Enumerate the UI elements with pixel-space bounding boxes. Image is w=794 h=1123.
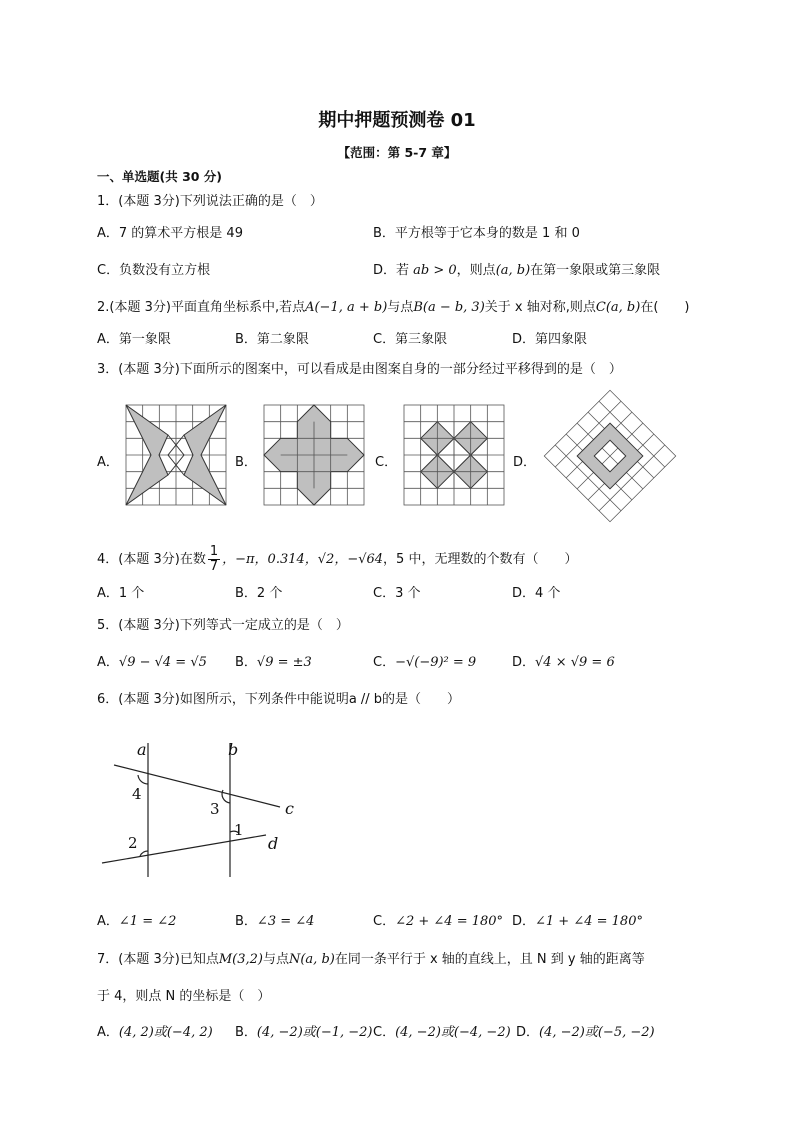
q6-b-label: B． [235, 914, 257, 929]
q2-text-3: 关于 x 轴对称,则点 [484, 300, 596, 315]
q7-option-a[interactable] [97, 1021, 213, 1040]
q5-a-label: A． [97, 655, 119, 670]
q4-text-1: 4．(本题 3分)在数 [97, 552, 206, 567]
q2-stem [97, 296, 689, 315]
q6-parallel-lines-figure [100, 735, 310, 885]
q4-fraction [208, 545, 220, 574]
pattern-b-figure[interactable] [264, 405, 364, 505]
q6-stem: 6．(本题 3分)如图所示，下列条件中能说明a // b的是（ ） [97, 692, 461, 707]
q1-d-math1: ab > 0 [413, 263, 457, 278]
q7-c-label: C． [373, 1025, 396, 1040]
q7-text-3: 在同一条平行于 x 轴的直线上，且 N 到 y 轴的距离等 [334, 952, 645, 967]
q5-b-label: B． [235, 655, 257, 670]
q6-label-b: b [228, 740, 239, 759]
q5-d-expr: √4 × √9 = 6 [535, 655, 615, 670]
q7-d-label: D． [516, 1025, 540, 1040]
q2-option-d[interactable]: D．第四象限 [512, 332, 588, 347]
q4-option-d[interactable]: D．4 个 [512, 586, 561, 601]
q3-stem: 3．(本题 3分)下面所示的图案中，可以看成是由图案自身的一部分经过平移得到的是（ ） [97, 362, 622, 377]
q4-sqrt2: √2 [317, 552, 335, 567]
q6-c-expr: ∠2 + ∠4 = 180° [395, 914, 504, 929]
q2-text-2: 与点 [387, 300, 414, 315]
q7-b-expr: (4, −2)或(−1, −2) [256, 1025, 373, 1040]
q1-d-mid: ，则点 [456, 263, 496, 278]
q6-angle-1: 1 [234, 821, 244, 839]
q7-stem-line1 [97, 948, 645, 967]
q5-a-expr: √9 − √4 = √5 [118, 655, 207, 670]
q6-d-label: D． [512, 914, 536, 929]
q6-option-a[interactable] [97, 910, 176, 929]
q2-point-b: B(a − b, 3) [413, 300, 485, 315]
q2-point-c: C(a, b) [595, 300, 641, 315]
q4-text-2: ，5 中，无理数的个数有（ ） [383, 552, 578, 567]
q6-a-expr: ∠1 = ∠2 [118, 914, 177, 929]
q2-text-4: 在( ) [640, 300, 690, 315]
q5-option-c[interactable] [373, 651, 476, 670]
q7-point-n: N(a, b) [288, 952, 335, 967]
q6-option-c[interactable] [373, 910, 503, 929]
q7-point-m: M(3,2) [218, 952, 263, 967]
q6-label-a: a [137, 740, 147, 759]
q6-c-label: C． [373, 914, 396, 929]
q5-stem: 5．(本题 3分)下列等式一定成立的是（ ） [97, 618, 349, 633]
q1-d-math2: (a, b) [495, 263, 531, 278]
q7-option-d[interactable] [516, 1021, 655, 1040]
q6-a-label: A． [97, 914, 119, 929]
q4-stem [97, 545, 577, 574]
q7-text-1: 7．(本题 3分)已知点 [97, 952, 219, 967]
q6-angle-2: 2 [128, 834, 138, 852]
q5-option-a[interactable] [97, 651, 207, 670]
q5-c-label: C． [373, 655, 396, 670]
q6-option-d[interactable] [512, 910, 643, 929]
q3-label-a[interactable]: A． [97, 455, 119, 470]
q5-option-d[interactable] [512, 651, 615, 670]
pattern-c-figure[interactable] [404, 405, 504, 505]
q3-label-b[interactable]: B． [235, 455, 257, 470]
q4-numbers-1: ，−π，0.314， [222, 552, 318, 567]
q7-c-expr: (4, −2)或(−4, −2) [395, 1025, 511, 1040]
q5-d-label: D． [512, 655, 536, 670]
q3-label-c[interactable]: C． [375, 455, 398, 470]
q7-b-label: B． [235, 1025, 257, 1040]
q2-text-1: 2.(本题 3分)平面直角坐标系中,若点 [97, 300, 306, 315]
q6-angle-4: 4 [132, 785, 142, 803]
q4-option-b[interactable]: B．2 个 [235, 586, 283, 601]
q6-d-expr: ∠1 + ∠4 = 180° [535, 914, 643, 929]
pattern-d-figure[interactable] [542, 390, 678, 522]
q6-label-d: d [268, 834, 279, 853]
q7-a-label: A． [97, 1025, 119, 1040]
q2-option-b[interactable]: B．第二象限 [235, 332, 309, 347]
q7-a-expr: (4, 2)或(−4, 2) [118, 1025, 213, 1040]
q1-option-c[interactable]: C．负数没有立方根 [97, 263, 211, 278]
q1-option-d[interactable] [373, 259, 660, 278]
q7-option-c[interactable] [373, 1021, 511, 1040]
page-title: 期中押题预测卷 01 [318, 110, 476, 131]
q2-option-c[interactable]: C．第三象限 [373, 332, 448, 347]
q2-point-a: A(−1, a + b) [305, 300, 388, 315]
q4-option-c[interactable]: C．3 个 [373, 586, 421, 601]
q1-option-a[interactable]: A．7 的算术平方根是 49 [97, 226, 243, 241]
q4-frac-num: 1 [209, 544, 219, 559]
q5-c-expr: −√(−9)² = 9 [395, 655, 477, 670]
q7-stem-line2: 于 4，则点 N 的坐标是（ ） [97, 989, 271, 1004]
chapter-range: 【范围：第 5-7 章】 [337, 145, 457, 160]
q7-d-expr: (4, −2)或(−5, −2) [539, 1025, 655, 1040]
q3-label-d[interactable]: D． [513, 455, 537, 470]
q1-d-prefix: D．若 [373, 263, 414, 278]
q6-b-expr: ∠3 = ∠4 [256, 914, 315, 929]
pattern-a-figure[interactable] [126, 405, 226, 505]
q7-option-b[interactable] [235, 1021, 373, 1040]
q7-text-2: 与点 [262, 952, 289, 967]
q5-b-expr: √9 = ±3 [256, 655, 312, 670]
q1-d-suffix: 在第一象限或第三象限 [530, 263, 661, 278]
q4-option-a[interactable]: A．1 个 [97, 586, 145, 601]
q1-option-b[interactable]: B．平方根等于它本身的数是 1 和 0 [373, 226, 580, 241]
q1-stem: 1．(本题 3分)下列说法正确的是（ ） [97, 194, 323, 209]
q6-label-c: c [285, 799, 294, 818]
q4-frac-den: 7 [209, 559, 219, 574]
q5-option-b[interactable] [235, 651, 312, 670]
q2-option-a[interactable]: A．第一象限 [97, 332, 171, 347]
q6-option-b[interactable] [235, 910, 314, 929]
q6-angle-3: 3 [210, 800, 220, 818]
q4-neg-sqrt64: ，−√64 [334, 552, 384, 567]
section-heading: 一、单选题(共 30 分) [97, 169, 223, 184]
